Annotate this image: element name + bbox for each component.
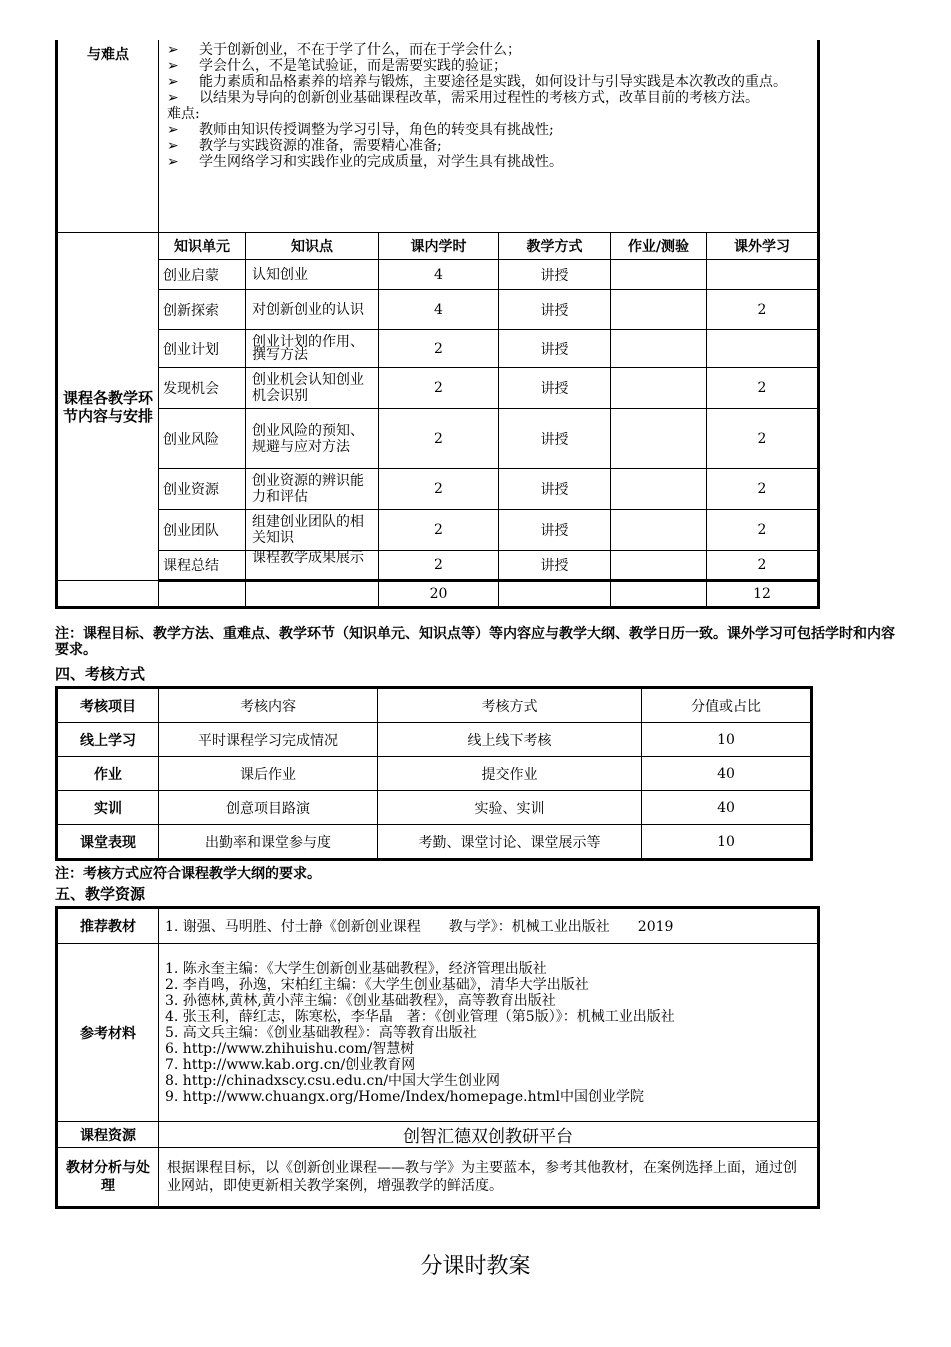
list-item: 3. 孙德林,黄林,黄小萍主编：《创业基础教程》，高等教育出版社 — [165, 992, 556, 1009]
table-row: 创新探索 对创新创业的认识 4 讲授 2 — [57, 290, 819, 330]
difficulty-item: ➢ 教师由知识传授调整为学习引导，角色的转变具有挑战性; — [167, 122, 554, 138]
list-item: 4. 张玉利，薛红志，陈寒松，李华晶 著：《创业管理（第5版）》：机械工业出版社 — [165, 1008, 675, 1025]
course-resource-row — [57, 1122, 819, 1148]
key-points-cell — [159, 40, 819, 233]
table-row: 发现机会 创业机会认知创业机会识别 2 讲授 2 — [57, 368, 819, 409]
header-hours: 课内学时 — [379, 233, 499, 260]
schedule-table — [55, 40, 820, 609]
table-row: 创业启蒙 认知创业 4 讲授 — [57, 260, 819, 290]
note-schedule: 注：课程目标、教学方法、重难点、教学环节（知识单元、知识点等）等内容应与教学大纲、教学日历一致。课外学习可包括学时和内容要求。 — [55, 626, 895, 658]
table-row: 创业资源 创业资源的辨识能力和评估 2 讲授 2 — [57, 469, 819, 510]
refs-label: 参考材料 — [57, 944, 159, 1122]
resources-table — [55, 906, 820, 1209]
header-method: 教学方式 — [499, 233, 611, 260]
course-resource-value: 创智汇德双创教研平台 — [159, 1122, 819, 1148]
list-item: 8. http://chinadxscy.csu.edu.cn/中国大学生创业网 — [165, 1072, 501, 1089]
difficulty-item: ➢ 学生网络学习和实践作业的完成质量，对学生具有挑战性。 — [167, 154, 563, 170]
assessment-table — [55, 686, 813, 861]
header-point: 知识点 — [246, 233, 379, 260]
textbook-label: 推荐教材 — [57, 908, 159, 944]
list-item: 9. http://www.chuangx.org/Home/Index/homepage.html中国创业学院 — [165, 1088, 645, 1105]
header-outside: 课外学习 — [707, 233, 819, 260]
table-row: 实训 创意项目路演 实验、实训 40 — [57, 791, 812, 825]
section-assessment-title: 四、考核方式 — [55, 665, 146, 683]
total-hours: 20 — [379, 581, 499, 608]
textbook-row — [57, 908, 819, 944]
list-item: 6. http://www.zhihuishu.com/智慧树 — [165, 1040, 415, 1057]
total-row — [57, 581, 819, 608]
page-bottom-title: 分课时教案 — [420, 1254, 531, 1279]
analysis-value: 根据课程目标，以《创新创业课程——教与学》为主要蓝本，参考其他教材，在案例选择上面，通过创业网站，即使更新相关教学案例，增强教学的鲜活度。 — [159, 1148, 819, 1208]
assessment-header-row: 考核项目 考核内容 考核方式 分值或占比 — [57, 688, 812, 723]
list-item: 7. http://www.kab.org.cn/创业教育网 — [165, 1056, 416, 1073]
section-resources-title: 五、教学资源 — [55, 885, 146, 903]
list-item: 1. 陈永奎主编：《大学生创新创业基础教程》，经济管理出版社 — [165, 960, 547, 977]
table-row: 创业计划 创业计划的作用、撰写方法 2 讲授 — [57, 330, 819, 368]
section-label: 课程各教学环节内容与安排 — [57, 233, 159, 581]
analysis-row — [57, 1148, 819, 1208]
difficulty-label: 难点: — [167, 106, 200, 122]
note-assessment: 注：考核方式应符合课程教学大纲的要求。 — [55, 866, 321, 882]
textbook-value: 1. 谢强、马明胜、付士静《创新创业课程 教与学》：机械工业出版社 2019 — [159, 908, 819, 944]
total-outside: 12 — [707, 581, 819, 608]
key-points-label: 与难点 — [57, 40, 159, 233]
list-item: 5. 高文兵主编：《创业基础教程》：高等教育出版社 — [165, 1024, 477, 1041]
course-resource-label: 课程资源 — [57, 1122, 159, 1148]
list-item: 2. 李肖鸣，孙逸，宋柏红主编：《大学生创业基础》，清华大学出版社 — [165, 976, 589, 993]
table-row: 创业风险 创业风险的预知、规避与应对方法 2 讲授 2 — [57, 409, 819, 469]
table-row: 课程总结 课程教学成果展示 2 讲授 2 — [57, 551, 819, 581]
header-homework: 作业/测验 — [611, 233, 707, 260]
table-row: 创业团队 组建创业团队的相关知识 2 讲授 2 — [57, 510, 819, 551]
table-row: 线上学习 平时课程学习完成情况 线上线下考核 10 — [57, 723, 812, 757]
header-unit: 知识单元 — [159, 233, 246, 260]
key-point-item: ➢ 关于创新创业，不在于学了什么，而在于学会什么； — [167, 42, 521, 58]
analysis-label: 教材分析与处理 — [57, 1148, 159, 1208]
refs-list — [159, 944, 819, 1122]
key-point-item: ➢ 能力素质和品格素养的培养与锻炼，主要途径是实践，如何设计与引导实践是本次教改的重点。 — [167, 74, 787, 90]
refs-row — [57, 944, 819, 1122]
table-row: 课堂表现 出勤率和课堂参与度 考勤、课堂讨论、课堂展示等 10 — [57, 825, 812, 860]
table-row: 作业 课后作业 提交作业 40 — [57, 757, 812, 791]
difficulty-item: ➢ 教学与实践资源的准备，需要精心准备; — [167, 138, 442, 154]
key-point-item: ➢ 以结果为导向的创新创业基础课程改革，需采用过程性的考核方式，改革目前的考核方法。 — [167, 90, 759, 106]
key-point-item: ➢ 学会什么，不是笔试验证，而是需要实践的验证； — [167, 58, 507, 74]
